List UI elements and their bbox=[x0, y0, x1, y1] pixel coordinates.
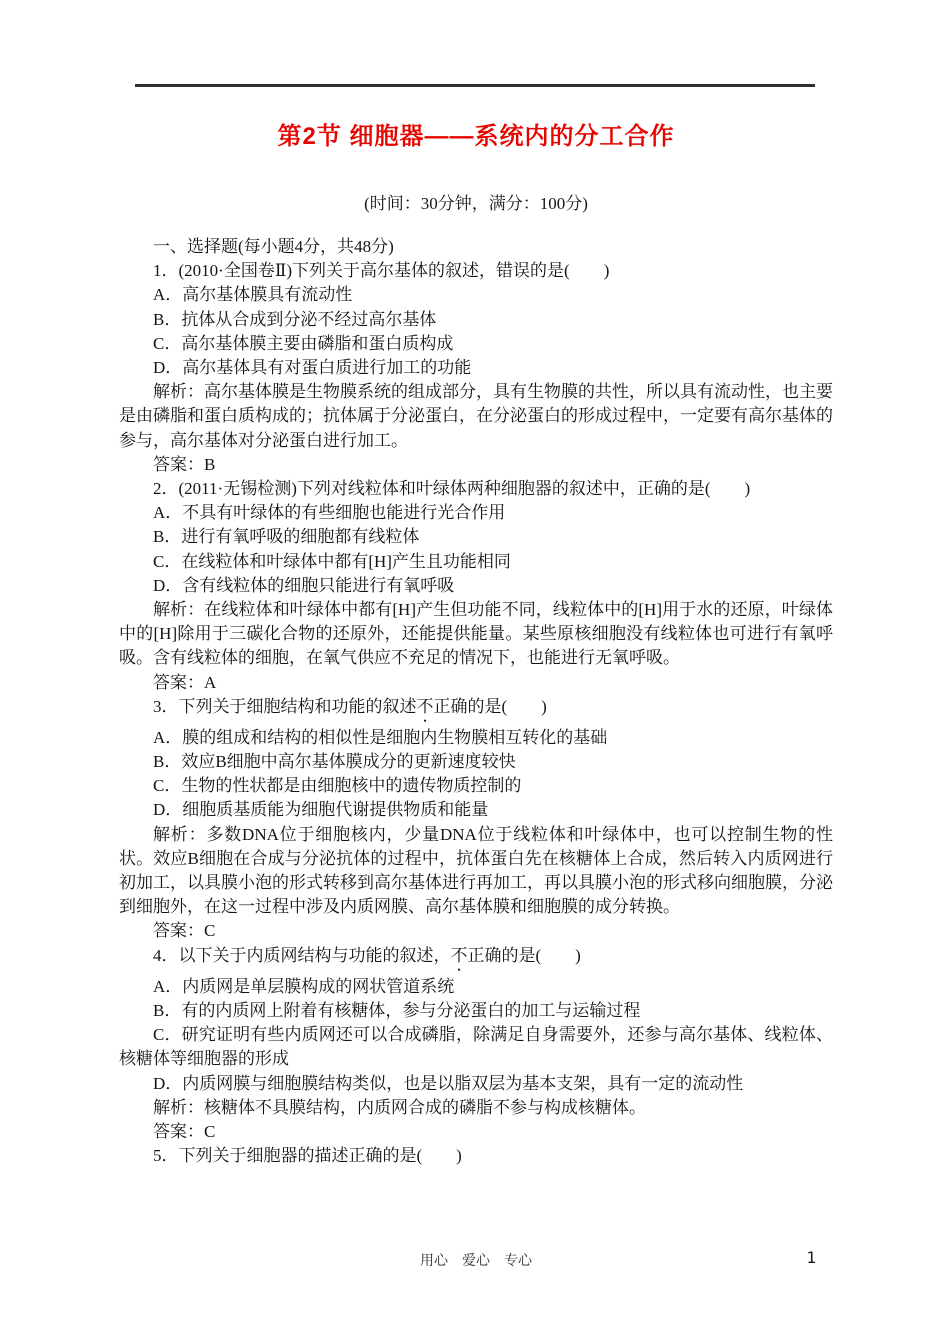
text-segment: 解析：核糖体不具膜结构，内质网合成的磷脂不参与构成核糖体。 bbox=[153, 1097, 646, 1117]
text-segment: C．生物的性状都是由细胞核中的遗传物质控制的 bbox=[153, 776, 522, 796]
exam-meta: (时间：30分钟，满分：100分) bbox=[364, 194, 588, 213]
text-segment: 解析：多数DNA位于细胞核内，少量DNA位于线粒体和叶绿体中，也可以控制生物的性状。效应B细胞在合成与分泌抗体的过程中，抗体蛋白先在核糖体上合成，然后转入内质网进行初加工，以具膜小泡的形式转移到高尔基体进行再加工，再以具膜小泡的形式移向细胞膜，分泌到细胞外，在这一过程中涉及内质网膜、高尔基体膜和细胞膜的成分转换。 bbox=[119, 824, 833, 917]
q2-analysis bbox=[119, 598, 833, 671]
text-segment: A．膜的组成和结构的相似性是细胞内生物膜相互转化的基础 bbox=[153, 727, 608, 747]
page-number: 1 bbox=[806, 1248, 816, 1267]
q4-option-b bbox=[119, 999, 833, 1023]
q1-option-c bbox=[119, 332, 833, 356]
text-segment: B．有的内质网上附着有核糖体，参与分泌蛋白的加工与运输过程 bbox=[153, 1000, 641, 1020]
text-segment: B．效应B细胞中高尔基体膜成分的更新速度较快 bbox=[153, 752, 516, 772]
q4-option-a bbox=[119, 975, 833, 999]
text-segment: 解析：在线粒体和叶绿体中都有[H]产生但功能不同，线粒体中的[H]用于水的还原，叶绿体中的[H]除用于三碳化合物的还原外，还能提供能量。某些原核细胞没有线粒体也可进行有氧呼吸。含有线粒体的细胞，在氧气供应不充足的情况下，也能进行无氧呼吸。 bbox=[119, 600, 833, 668]
text-segment: 5．下列关于细胞器的描述正确的是( ) bbox=[153, 1146, 462, 1166]
text-segment: 4．以下关于内质网结构与功能的叙述， bbox=[153, 945, 451, 965]
q2-stem bbox=[119, 477, 833, 501]
q3-answer bbox=[119, 919, 833, 943]
text-segment: 答案：A bbox=[153, 672, 217, 692]
q4-answer bbox=[119, 1120, 833, 1144]
page-title: 第2节 细胞器——系统内的分工合作 bbox=[277, 123, 675, 150]
header-rule bbox=[135, 84, 815, 87]
emphasized-text: 不 bbox=[416, 696, 434, 716]
q1-option-b bbox=[119, 308, 833, 332]
emphasized-text: 不 bbox=[450, 945, 468, 965]
text-segment: 正确的是( ) bbox=[467, 945, 581, 965]
q3-option-b bbox=[119, 750, 833, 774]
q1-option-d bbox=[119, 356, 833, 380]
text-segment: D．细胞质基质能为细胞代谢提供物质和能量 bbox=[153, 800, 489, 820]
text-segment: 答案：C bbox=[153, 921, 216, 941]
text-segment: 3．下列关于细胞结构和功能的叙述 bbox=[153, 696, 417, 716]
text-segment: 答案：B bbox=[153, 454, 216, 474]
q4-analysis bbox=[119, 1096, 833, 1120]
q3-stem bbox=[119, 695, 833, 726]
text-segment: 一、选择题(每小题4分，共48分) bbox=[153, 237, 394, 256]
q5-stem bbox=[119, 1144, 833, 1168]
q2-option-c bbox=[119, 550, 833, 574]
text-segment: C．高尔基体膜主要由磷脂和蛋白质构成 bbox=[153, 333, 454, 353]
document-body bbox=[119, 235, 833, 1168]
q2-option-d bbox=[119, 574, 833, 598]
text-segment: C．在线粒体和叶绿体中都有[H]产生且功能相同 bbox=[153, 551, 511, 571]
q2-answer bbox=[119, 671, 833, 695]
q1-stem bbox=[119, 259, 833, 283]
q3-analysis bbox=[119, 823, 833, 920]
text-segment: B．进行有氧呼吸的细胞都有线粒体 bbox=[153, 527, 420, 547]
q3-option-d bbox=[119, 798, 833, 822]
q4-stem bbox=[119, 944, 833, 975]
q4-option-d bbox=[119, 1072, 833, 1096]
q1-option-a bbox=[119, 283, 833, 307]
text-segment: 正确的是( ) bbox=[433, 696, 547, 716]
q3-option-c bbox=[119, 774, 833, 798]
text-segment: A．高尔基体膜具有流动性 bbox=[153, 285, 353, 305]
text-segment: C．研究证明有些内质网还可以合成磷脂，除满足自身需要外，还参与高尔基体、线粒体、核糖体等细胞器的形成 bbox=[119, 1025, 833, 1069]
q2-option-b bbox=[119, 525, 833, 549]
q1-answer bbox=[119, 453, 833, 477]
footer-motto: 用心 爱心 专心 bbox=[420, 1254, 532, 1269]
text-segment: 1．(2010·全国卷Ⅱ)下列关于高尔基体的叙述，错误的是( ) bbox=[153, 261, 610, 281]
text-segment: A．内质网是单层膜构成的网状管道系统 bbox=[153, 976, 455, 996]
q4-option-c bbox=[119, 1023, 833, 1071]
text-segment: D．内质网膜与细胞膜结构类似，也是以脂双层为基本支架，具有一定的流动性 bbox=[153, 1073, 744, 1093]
text-segment: 2．(2011·无锡检测)下列对线粒体和叶绿体两种细胞器的叙述中，正确的是( ) bbox=[153, 479, 751, 499]
q1-analysis bbox=[119, 380, 833, 453]
text-segment: D．高尔基体具有对蛋白质进行加工的功能 bbox=[153, 358, 472, 378]
q2-option-a bbox=[119, 501, 833, 525]
text-segment: 解析：高尔基体膜是生物膜系统的组成部分，具有生物膜的共性，所以具有流动性，也主要是由磷脂和蛋白质构成的；抗体属于分泌蛋白，在分泌蛋白的形成过程中，一定要有高尔基体的参与，高尔基体对分泌蛋白进行加工。 bbox=[119, 382, 833, 450]
q3-option-a bbox=[119, 726, 833, 750]
section-heading bbox=[119, 235, 833, 259]
text-segment: B．抗体从合成到分泌不经过高尔基体 bbox=[153, 309, 437, 329]
text-segment: A．不具有叶绿体的有些细胞也能进行光合作用 bbox=[153, 503, 506, 523]
text-segment: D．含有线粒体的细胞只能进行有氧呼吸 bbox=[153, 575, 455, 595]
text-segment: 答案：C bbox=[153, 1121, 216, 1141]
